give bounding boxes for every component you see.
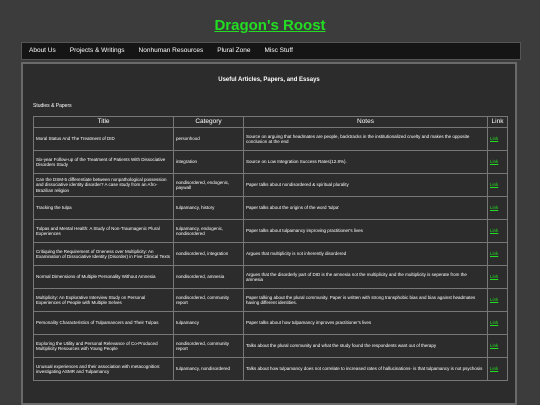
nav-about-us[interactable]: About Us bbox=[29, 47, 56, 54]
row-link[interactable]: Link bbox=[490, 251, 499, 257]
cell-title: Multiplicity: An Explorative Interview Study on Personal Experiences of People with Multiple Selves bbox=[34, 289, 174, 312]
page-heading: Useful Articles, Papers, and Essays bbox=[218, 77, 320, 83]
cell-link bbox=[488, 358, 508, 381]
cell-notes: Source on arguing that headmates are people, backtracks in the institutionalized cruelty and makes the opposite conclusion at the end bbox=[244, 128, 488, 151]
cell-category: integration bbox=[174, 151, 244, 174]
cell-link bbox=[488, 289, 508, 312]
header-notes: Notes bbox=[244, 117, 488, 128]
cell-notes: Paper talks about nondisordered & spiritual plurality bbox=[244, 174, 488, 197]
cell-title: Personality Characteristics of Tulpamancers and Their Tulpas bbox=[34, 312, 174, 335]
nav-misc-stuff[interactable]: Misc Stuff bbox=[264, 47, 293, 54]
cell-category: personhood bbox=[174, 128, 244, 151]
cell-category: nondisordered, endogenic, paywall bbox=[174, 174, 244, 197]
table-body bbox=[34, 128, 508, 381]
row-link[interactable]: Link bbox=[490, 228, 499, 234]
cell-title: Unusual experiences and their association with metacognition: investigating ASMR and Tulpamancy bbox=[34, 358, 174, 381]
cell-link bbox=[488, 151, 508, 174]
cell-link bbox=[488, 174, 508, 197]
row-link[interactable]: Link bbox=[490, 297, 499, 303]
table-row bbox=[34, 151, 508, 174]
table-row bbox=[34, 312, 508, 335]
cell-notes: Paper talks about how tulpamancy improves practitioner's lives bbox=[244, 312, 488, 335]
table-row bbox=[34, 289, 508, 312]
cell-link bbox=[488, 243, 508, 266]
cell-notes: Paper talks about tulpamancy improving practitioner's lives bbox=[244, 220, 488, 243]
header-link: Link bbox=[488, 117, 508, 128]
cell-notes: Argues that the disorderly part of DID is the amnesia not the multiplicity and the multiplicity is seperate from the amnesia bbox=[244, 266, 488, 289]
table-row bbox=[34, 128, 508, 151]
nav-nonhuman-resources[interactable]: Nonhuman Resources bbox=[138, 47, 204, 54]
table-row bbox=[34, 266, 508, 289]
row-link[interactable]: Link bbox=[490, 343, 499, 349]
cell-notes: Talks about the plural community and what the study found the respondents want out of therapy bbox=[244, 335, 488, 358]
cell-link bbox=[488, 312, 508, 335]
cell-title: Normal Dimensions of Multiple Personality Without Amnesia bbox=[34, 266, 174, 289]
cell-notes: Paper talking about the plural community. Paper is written with strong transphobic bias and bias against headmates having different identities. bbox=[244, 289, 488, 312]
cell-category: nondisordered, amnesia bbox=[174, 266, 244, 289]
row-link[interactable]: Link bbox=[490, 274, 499, 280]
cell-title: Moral Status And The Treatment of DID bbox=[34, 128, 174, 151]
row-link[interactable]: Link bbox=[490, 320, 499, 326]
cell-link bbox=[488, 220, 508, 243]
table-row bbox=[34, 358, 508, 381]
nav-plural-zone[interactable]: Plural Zone bbox=[217, 47, 251, 54]
cell-category: tulpamancy, history bbox=[174, 197, 244, 220]
cell-notes: Source on Low Integration Success Rates(12.8%). bbox=[244, 151, 488, 174]
cell-notes: Paper talks about the origins of the word 'tulpa' bbox=[244, 197, 488, 220]
site-title-link[interactable]: Dragon's Roost bbox=[214, 17, 326, 34]
nav-projects-writings[interactable]: Projects & Writings bbox=[69, 47, 125, 54]
cell-category: nondisordered, community report bbox=[174, 289, 244, 312]
content-panel bbox=[21, 62, 517, 405]
cell-title: Six-year Follow-up of the Treatment of Patients With Dissociative Disorders Study bbox=[34, 151, 174, 174]
resources-table bbox=[33, 116, 508, 381]
cell-title: Tulpas and Mental Health: A Study of Non-Traumagenic Plural Experiences bbox=[34, 220, 174, 243]
section-label: Studies & Papers bbox=[33, 103, 72, 109]
cell-category: nondisordered, community report bbox=[174, 335, 244, 358]
cell-link bbox=[488, 197, 508, 220]
row-link[interactable]: Link bbox=[490, 366, 499, 372]
row-link[interactable]: Link bbox=[490, 159, 499, 165]
table-row bbox=[34, 174, 508, 197]
table-row bbox=[34, 220, 508, 243]
row-link[interactable]: Link bbox=[490, 205, 499, 211]
table-row bbox=[34, 243, 508, 266]
cell-category: tulpamancy, endogenic, nondisordered bbox=[174, 220, 244, 243]
cell-link bbox=[488, 128, 508, 151]
cell-link bbox=[488, 335, 508, 358]
cell-link bbox=[488, 266, 508, 289]
cell-title: Can the DSM-5 differentiate between nonpathological possession and dissociative identity disorder? A case study from an Afro-Brazilian religion bbox=[34, 174, 174, 197]
row-link[interactable]: Link bbox=[490, 182, 499, 188]
cell-notes: Talks about how tulpamancy does not correlate to increased rates of hallucinations- is that tulpamancy is not psychosis bbox=[244, 358, 488, 381]
cell-category: nondisordered, integration bbox=[174, 243, 244, 266]
cell-notes: Argues that multiplicity is not inherently disordered bbox=[244, 243, 488, 266]
row-link[interactable]: Link bbox=[490, 136, 499, 142]
header-category: Category bbox=[174, 117, 244, 128]
table-header-row bbox=[34, 117, 508, 128]
cell-title: Exploring the Utility and Personal Relevance of Co-Produced Multiplicity Resources with Young People bbox=[34, 335, 174, 358]
cell-title: Tracking the tulpa bbox=[34, 197, 174, 220]
cell-category: tulpamancy bbox=[174, 312, 244, 335]
cell-category: tulpamancy, nondisordered bbox=[174, 358, 244, 381]
table-row bbox=[34, 197, 508, 220]
table-row bbox=[34, 335, 508, 358]
header-title: Title bbox=[34, 117, 174, 128]
main-nav bbox=[21, 42, 521, 60]
cell-title: Critiquing the Requirement of Oneness over Multiplicity: An Examination of Dissociative Identity (Disorder) in Five Clinical Texts bbox=[34, 243, 174, 266]
